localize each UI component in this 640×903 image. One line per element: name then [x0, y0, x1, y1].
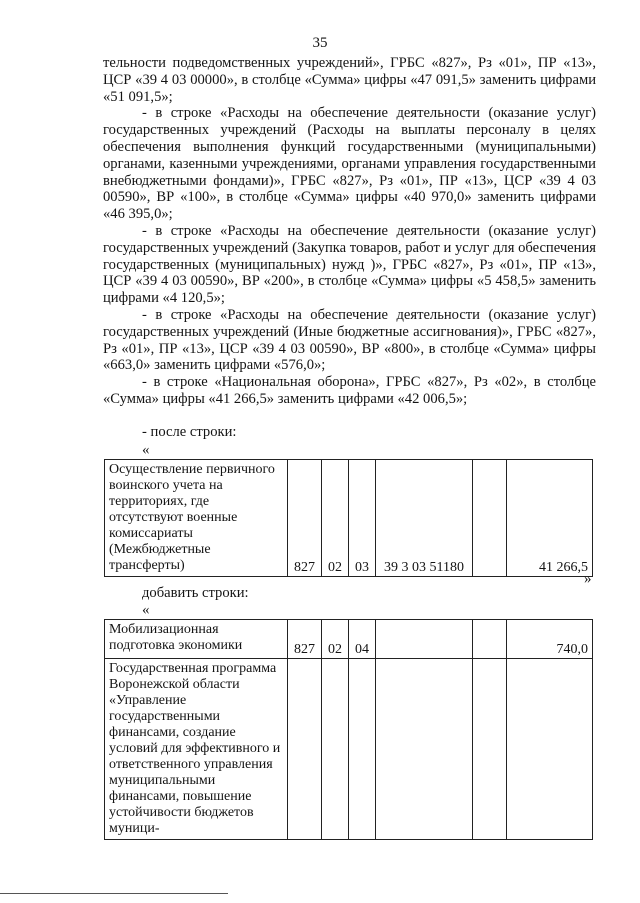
close-quote-1: »	[584, 571, 592, 587]
row-name: Государственная программа Воронежской области «Управление государственными финансами, создание условий для эффективного и ответственного управления муниципальными финансами, повышение устойчивости бюджетов муници-	[105, 659, 288, 840]
row-csr	[376, 620, 473, 659]
paragraph-1: тельности подведомственных учреждений», ГРБС «827», Рз «01», ПР «13», ЦСР «39 4 03 00000», в столбце «Сумма» цифры «47 091,5» заменить цифрами «51 091,5»;	[103, 55, 596, 105]
row-pr: 04	[349, 620, 376, 659]
row-name: Мобилизационная подготовка экономики	[105, 620, 288, 659]
row-grbs: 827	[288, 620, 322, 659]
row-csr: 39 3 03 51180	[376, 460, 473, 577]
after-row-label: - после строки:	[142, 424, 237, 440]
row-rz: 02	[322, 460, 349, 577]
paragraph-4: - в строке «Расходы на обеспечение деятельности (оказание услуг) государственных учреждений (Иные бюджетные ассигнования)», ГРБС «827», Рз «01», ПР «13», ЦСР «39 4 03 00590», ВР «800», в столбце «Сумма» цифры «663,0» заменить цифрами «576,0»;	[103, 306, 596, 374]
row-sum: 41 266,5	[507, 460, 593, 577]
table-added-rows	[104, 619, 593, 840]
row-rz: 02	[322, 620, 349, 659]
row-grbs: 827	[288, 460, 322, 577]
row-name: Осуществление первичного воинского учета на территориях, где отсутствуют военные комиссариаты (Межбюджетные трансферты)	[105, 460, 288, 577]
table-original-row	[104, 459, 593, 577]
row-pr: 03	[349, 460, 376, 577]
body-text	[103, 55, 596, 408]
row-pr	[349, 659, 376, 840]
row-vr	[473, 620, 507, 659]
row-sum: 740,0	[507, 620, 593, 659]
row-vr	[473, 659, 507, 840]
paragraph-2: - в строке «Расходы на обеспечение деятельности (оказание услуг) государственных учреждений (Расходы на выплаты персоналу в целях обеспечения выполнения функций государственными (муниципальными) органами, казенными учреждениями, органами управления государственными внебюджетными фондами)», ГРБС «827», Рз «01», ПР «13», ЦСР «39 4 03 00590», ВР «100», в столбце «Сумма» цифры «40 970,0» заменить цифрами «46 395,0»;	[103, 105, 596, 223]
table-row	[105, 659, 593, 840]
paragraph-5: - в строке «Национальная оборона», ГРБС «827», Рз «02», в столбце «Сумма» цифры «41 266,5» заменить цифрами «42 006,5»;	[103, 374, 596, 407]
page-bottom-rule	[0, 893, 228, 894]
table-row	[105, 620, 593, 659]
page-number: 35	[312, 35, 328, 51]
open-quote-2: «	[142, 602, 150, 618]
row-vr	[473, 460, 507, 577]
open-quote-1: «	[142, 442, 150, 458]
add-rows-label: добавить строки:	[142, 585, 249, 601]
row-sum	[507, 659, 593, 840]
paragraph-3: - в строке «Расходы на обеспечение деятельности (оказание услуг) государственных учреждений (Закупка товаров, работ и услуг для обеспечения государственных (муниципальных) нужд )», ГРБС «827», Рз «01», ПР «13», ЦСР «39 4 03 00590», ВР «200», в столбце «Сумма» цифры «5 458,5» заменить цифрами «4 120,5»;	[103, 222, 596, 307]
row-rz	[322, 659, 349, 840]
table-row	[105, 460, 593, 577]
row-csr	[376, 659, 473, 840]
row-grbs	[288, 659, 322, 840]
